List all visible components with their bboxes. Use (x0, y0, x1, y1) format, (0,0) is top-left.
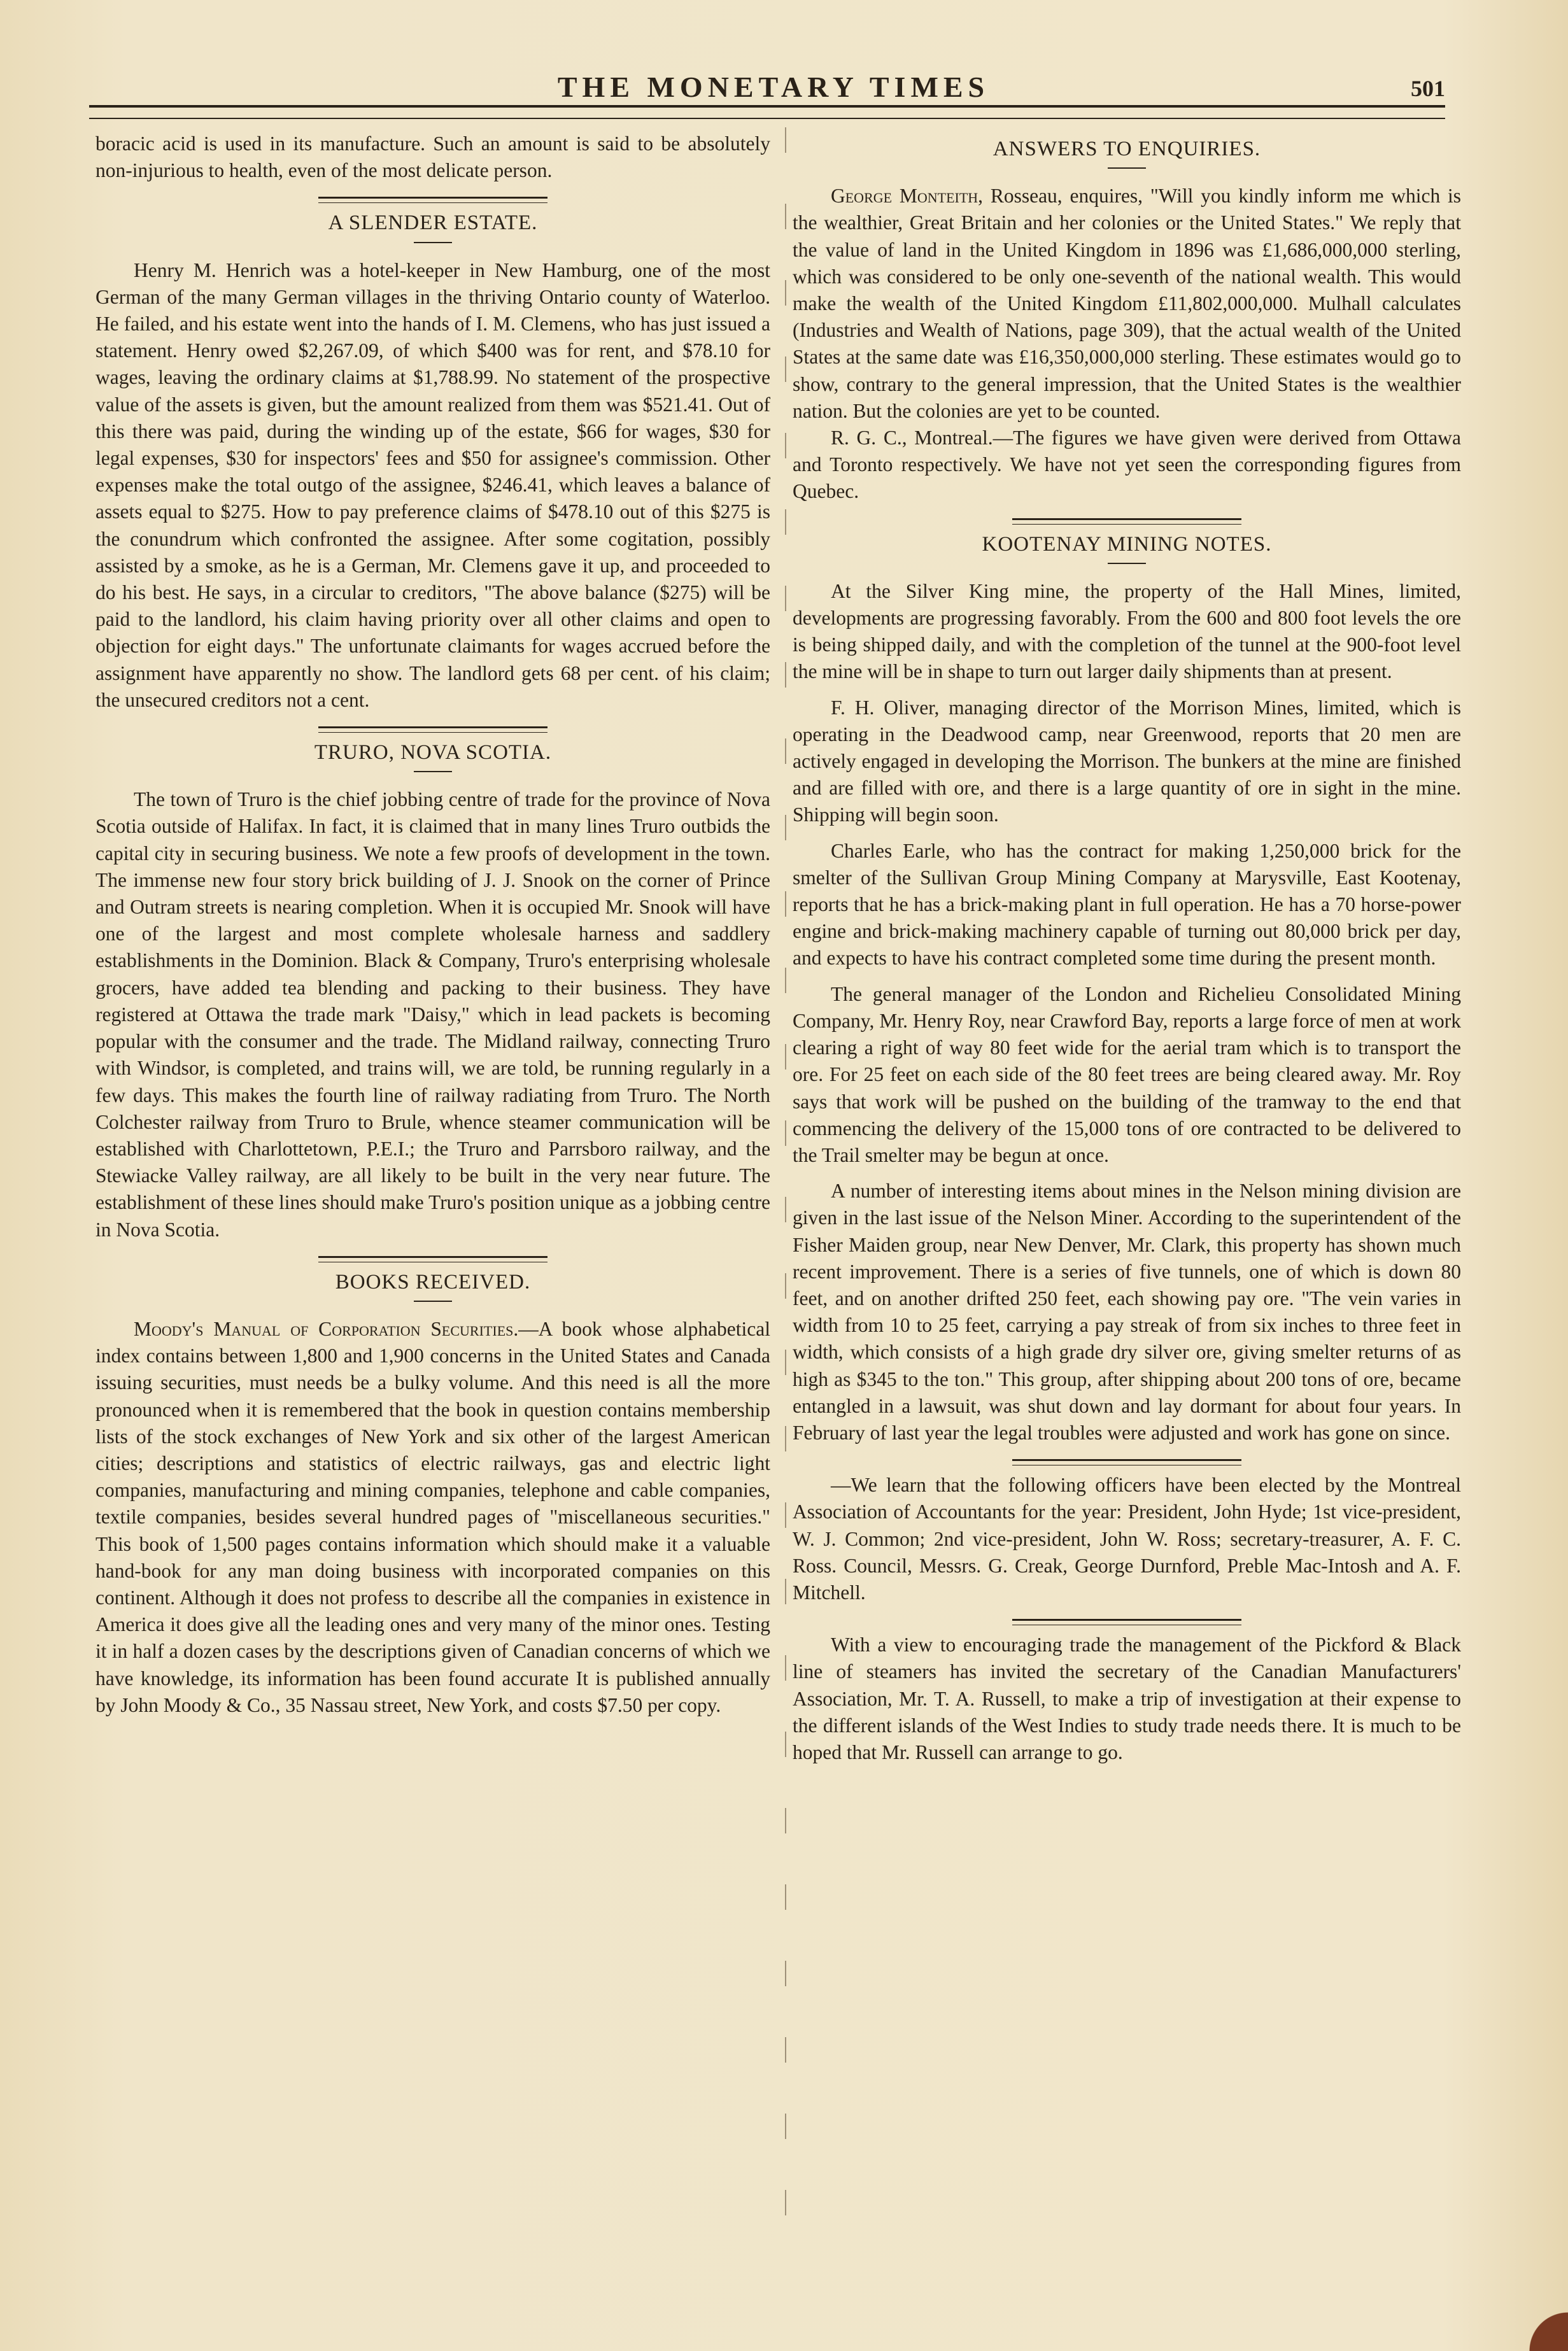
page-corner-mark (1523, 2294, 1568, 2351)
column-divider (785, 127, 786, 2260)
heading-rule (414, 1301, 452, 1302)
section-rule (318, 726, 547, 733)
slender-estate-paragraph: Henry M. Henrich was a hotel-keeper in New Hamburg, one of the most German of the many German villages in the thriving Ontario county of Waterloo. He failed, and his estate went into the hands of I. M. Clemens, who has just issued a statement. Henry owed $2,267.09, of which $400 was for rent, and $78.10 for wages, leaving the ordinary claims at $1,788.99. No statement of the prospective value of the assets is given, but the amount realized from them was $521.41. Out of this there was paid, during the winding up of the estate, $66 for wages, $30 for legal expenses, $30 for inspectors' fees and $50 for assignee's commission. Other expenses make the total outgo of the assignee, $246.41, which leaves a balance of assets equal to $275. How to pay preference claims of $478.10 out of this $275 is the conundrum which confronted the assignee. After some cogitation, possibly assisted by a smoke, as he is a German, Mr. Clemens gave it up, and proceeded to do his best. He says, in a circular to creditors, "The above balance ($275) will be paid to the landlord, his claim having priority over all other claims and open to objection for eight days." The unfortunate claimants for wages accrued before the assignment have apparently no show. The landlord gets 68 per cent. of his claim; the unsecured creditors not a cent. (95, 258, 770, 711)
enquiry-paragraph (793, 183, 1461, 425)
heading-rule (414, 242, 452, 243)
accountants-paragraph: —We learn that the following officers have been elected by the Montreal Association of Accountants for the year: President, John Hyde; 1st vice-president, W. J. Common; 2nd vice-president, John W. Ross; secretary-treasurer, A. F. C. Ross. Council, Messrs. G. Creak, George Durnford, Preble Mac-Intosh and A. F. Mitchell. (793, 1474, 1461, 1604)
enquiry-reply-paragraph: R. G. C., Montreal.—The figures we have given were derived from Ottawa and Toronto respectively. We have not yet seen the corresponding figures from Quebec. (793, 427, 1461, 503)
kootenay-paragraph-3: Charles Earle, who has the contract for making 1,250,000 brick for the smelter of the Sullivan Group Mining Company at Marysville, East Kootenay, reports that he has a brick-making plant in full operation. He has a 70 horse-power engine and brick-making machinery capable of turning out 80,000 brick per day, and expects to have his contract completed some time during the present month. (793, 839, 1461, 970)
right-column (793, 131, 1461, 1766)
kootenay-paragraph-1: At the Silver King mine, the property of the Hall Mines, limited, developments are progressing favorably. From the 600 and 800 foot levels the ore is being shipped daily, and with the completion of the tunnel at the 900-foot level the mine will be in shape to turn out larger daily shipments than at present. (793, 579, 1461, 683)
section-rule (318, 197, 547, 203)
left-column (95, 131, 770, 1719)
section-rule (1012, 518, 1241, 525)
heading-books-received: BOOKS RECEIVED. (335, 1270, 531, 1294)
heading-kootenay: KOOTENAY MINING NOTES. (982, 532, 1272, 556)
kootenay-paragraph-5: A number of interesting items about mines in the Nelson mining division are given in the last issue of the Nelson Miner. According to the superintendent of the Fisher Maiden group, near New Denver, Mr. Clark, this property has shown much recent improvement. There is a series of five tunnels, one of which is down 80 feet, and on another drifted 250 feet, each showing pay ore. "The vein varies in width from 10 to 25 feet, carrying a pay streak of from six inches to three feet in width, which consists of a high grade dry silver ore, giving smelter returns of as high as $345 to the ton." This group, after shipping about 200 tons of ore, became entangled in a lawsuit, was shut down and lay dormant for about four years. In February of last year the legal troubles were adjusted and work has gone on since. (793, 1180, 1461, 1444)
kootenay-paragraph-2: F. H. Oliver, managing director of the Morrison Mines, limited, which is operating in the Deadwood camp, near Greenwood, reports that 20 men are actively engaged in developing the Morrison. The bunkers at the mine are finished and are filled with ore, and there is a large quantity of ore in sight in the mine. Shipping will begin soon. (793, 696, 1461, 826)
section-rule (1012, 1619, 1241, 1625)
kootenay-paragraph-4: The general manager of the London and Richelieu Consolidated Mining Company, Mr. Henry Roy, near Crawford Bay, reports a large force of men at work clearing a right of way 80 feet wide for the aerial tram which is to transport the ore. For 25 feet on each side of the 80 feet trees are being cleared away. Mr. Roy says that work will be pushed on the building of the tramway to the end that commencing the delivery of the 15,000 tons of ore contracted to be delivered to the Trail smelter may be begun at once. (793, 982, 1461, 1166)
truro-paragraph: The town of Truro is the chief jobbing centre of trade for the province of Nova Scotia outside of Halifax. In fact, it is claimed that in many lines Truro outbids the capital city in securing business. We note a few proofs of development in the town. The immense new four story brick building of J. J. Snook on the corner of Prince and Outram streets is nearing completion. When it is occupied Mr. Snook will have one of the largest and most complete wholesale harness and saddlery establishments in the Dominion. Black & Company, Truro's enterprising wholesale grocers, have added tea blending and packing to their business. They have registered at Ottawa the trade mark "Daisy," which in lead packets is becoming popular with the consumer and the trade. The Midland railway, connecting Truro with Windsor, is completed, and trains will, we are told, be running regularly in a few days. This makes the fourth line of railway radiating from Truro. The North Colchester railway from Truro to Brule, whence steamer communication will be established with Charlottetown, P.E.I.; the Truro and Parrsboro railway, and the Stewiacke Valley railway, are all likely to be built in the very near future. The establishment of these lines should make Truro's position unique as a jobbing centre in Nova Scotia. (95, 788, 770, 1241)
masthead (89, 70, 1458, 108)
masthead-rule (89, 105, 1445, 119)
page-number: 501 (1411, 76, 1445, 101)
heading-rule (1108, 563, 1146, 564)
heading-slender-estate: A SLENDER ESTATE. (328, 211, 538, 235)
heading-rule (414, 771, 452, 772)
heading-truro: TRURO, NOVA SCOTIA. (314, 741, 552, 765)
enquirer-name: George Monteith, (831, 185, 984, 208)
heading-rule (1108, 167, 1146, 169)
west-indies-paragraph: With a view to encouraging trade the management of the Pickford & Black line of steamers has invited the secretary of the Canadian Manufacturers' Association, Mr. T. A. Russell, to make a trip of investigation at their expense to the different islands of the West Indies to study trade needs there. It is much to be hoped that Mr. Russell can arrange to go. (793, 1634, 1461, 1763)
publication-title: THE MONETARY TIMES (557, 71, 990, 103)
section-rule (1012, 1459, 1241, 1465)
section-rule (318, 1256, 547, 1262)
intro-paragraph: boracic acid is used in its manufacture. Such an amount is said to be absolutely non-injurious to health, even of the most delicate person. (95, 132, 770, 182)
book-title: Moody's Manual of Corporation Securities. (134, 1317, 519, 1340)
heading-answers-to-enquiries: ANSWERS TO ENQUIRIES. (992, 138, 1261, 160)
books-received-paragraph (95, 1316, 770, 1719)
enquiry-text: Rosseau, enquires, "Will you kindly inform me which is the wealthier, Great Britain and her colonies or the United States." We reply that the value of land in the United Kingdom in 1896 was £1,686,000,000 sterling, which was considered to be only one-seventh of the national wealth. This would make the wealth of the United Kingdom £11,802,000,000. Mulhall calculates (Industries and Wealth of Nations, page 309), that the actual wealth of the United States at the same date was £16,350,000,000 sterling. These estimates would go to show, contrary to the general impression, that the United States is the wealthier nation. But the colonies are yet to be counted. (793, 185, 1462, 422)
books-received-text: —A book whose alphabetical index contains between 1,800 and 1,900 concerns in the United States and Canada issuing securities, must needs be a bulky volume. And this need is all the more pronounced when it is remembered that the book in question contains membership lists of the stock exchanges of New York and six other of the largest American cities; descriptions and statistics of electric railways, gas and electric light companies, manufacturing and mining companies, telephone and cable companies, textile companies, besides several hundred pages of "miscellaneous securities." This book of 1,500 pages contains information which should make it a valuable hand-book for any man doing business with incorporated companies on this continent. Although it does not profess to describe all the companies in existence in America it does give all the leading ones and very many of the minor ones. Testing it in half a dozen cases by the descriptions given of Canadian concerns of which we have knowledge, its information has been found accurate It is published annually by John Moody & Co., 35 Nassau street, New York, and costs $7.50 per copy. (95, 1317, 771, 1716)
